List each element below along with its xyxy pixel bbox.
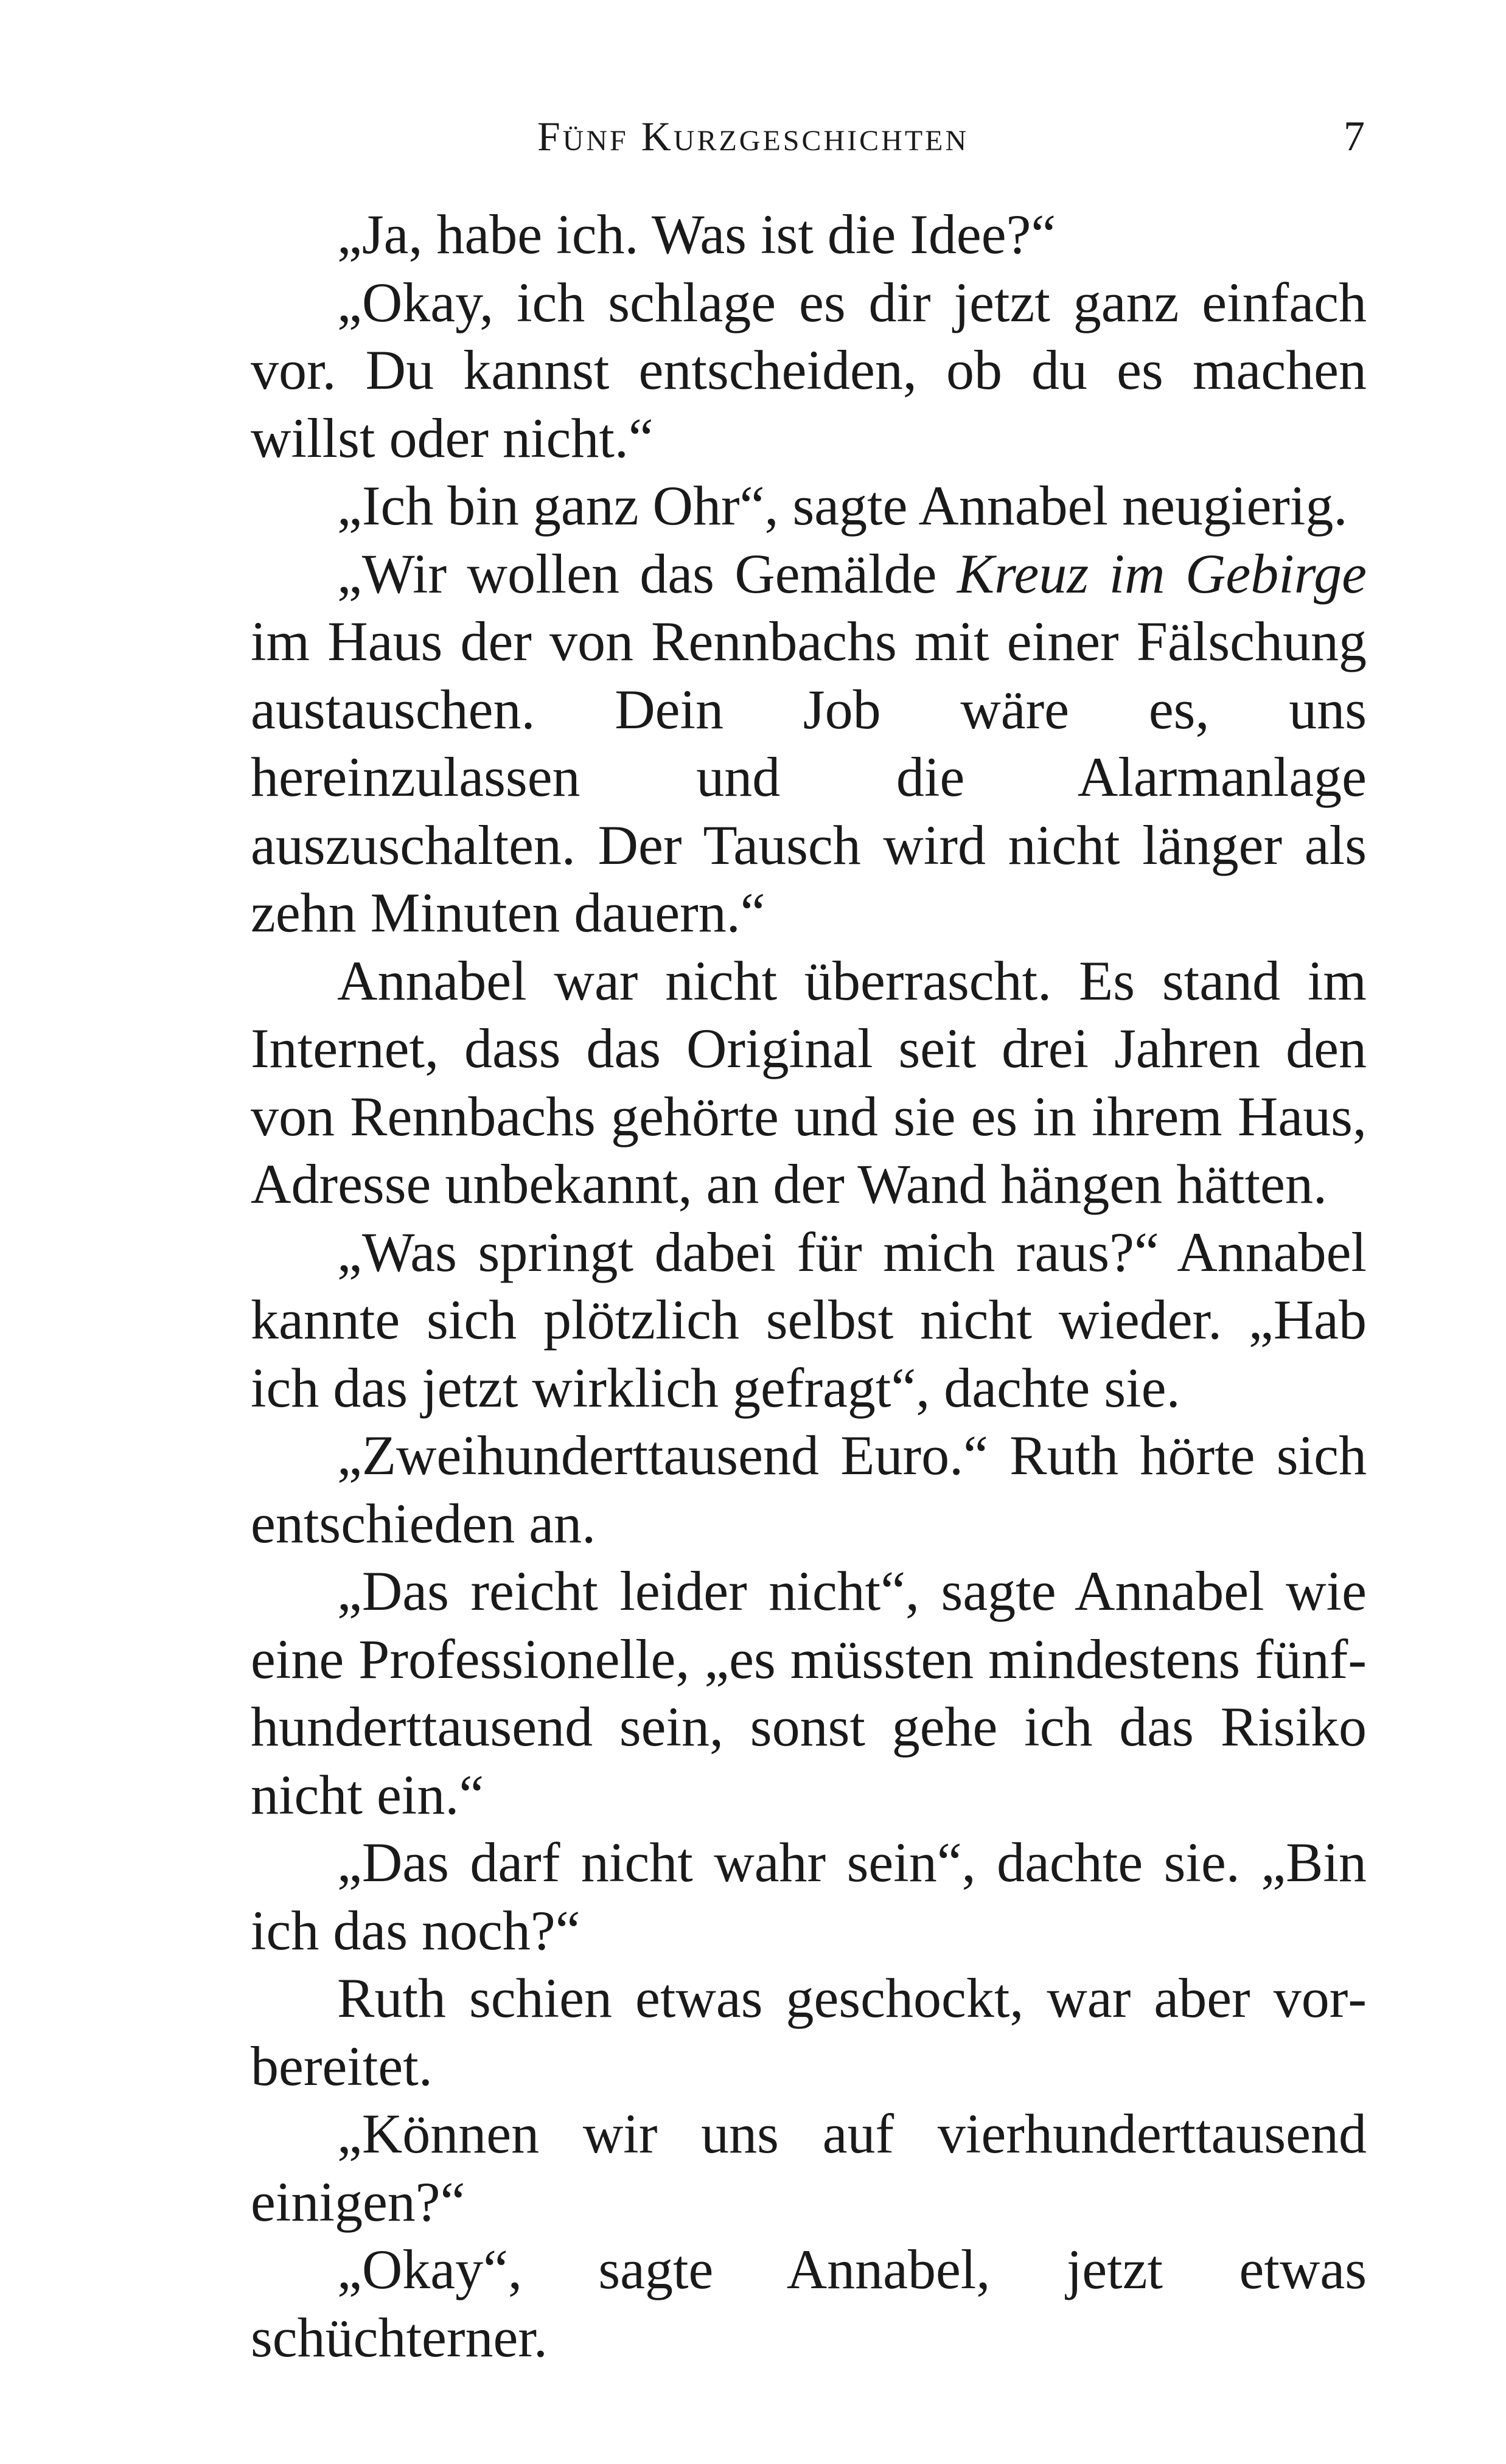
paragraph [251, 540, 1367, 947]
paragraph: „Können wir uns auf vierhunderttausend einigen?“ [251, 2103, 1367, 2233]
paragraph: „Was springt dabei für mich raus?“ Annabel kannte sich plötzlich selbst nicht wieder. „Hab ich das jetzt wirklich gefragt“, dachte sie. [251, 1220, 1367, 1419]
page-number: 7 [1344, 113, 1365, 160]
paragraph: „Das reicht leider nicht“, sagte Annabel wie eine Professionelle, „es müssten mindestens fünfhunderttausend sein, sonst gehe ich das Risiko nicht ein.“ [251, 1560, 1367, 1826]
paragraph: „Ja, habe ich. Was ist die Idee?“ [337, 203, 1056, 265]
paragraph: „Okay“, sagte Annabel, jetzt etwas schüchterner. [251, 2238, 1367, 2368]
paragraph: Ruth schien etwas geschockt, war aber vorbereitet. [251, 1967, 1367, 2097]
paragraph: „Ich bin ganz Ohr“, sagte Annabel neugierig. [337, 475, 1348, 537]
paragraph: Annabel war nicht überrascht. Es stand im Internet, dass das Original seit drei Jahren den von Rennbachs gehörte und sie es in ihrem Haus, Adresse unbekannt, an der Wand hängen hätten. [251, 949, 1367, 1215]
paragraph-text-before: „Wir wollen das Gemälde [337, 542, 957, 605]
running-title: Fünf Kurzgeschichten [537, 113, 969, 159]
paragraph: „Das darf nicht wahr sein“, dachte sie. „Bin ich das noch?“ [251, 1831, 1367, 1961]
running-header [0, 113, 1506, 167]
paragraph: „Okay, ich schlage es dir jetzt ganz einfach vor. Du kannst entscheiden, ob du es machen willst oder nicht.“ [251, 271, 1367, 469]
paragraph: „Zweihunderttausend Euro.“ Ruth hörte sich entschieden an. [251, 1424, 1367, 1554]
painting-title: Kreuz im Gebirge [957, 542, 1367, 605]
paragraph-text-after: im Haus der von Rennbachs mit einer Fälschung austauschen. Dein Job wäre es, uns hereinzulassen und die Alarmanlage auszuschalten. Der Tausch wird nicht länger als zehn Minuten dauern.“ [251, 610, 1367, 944]
body-text [251, 201, 1367, 2372]
